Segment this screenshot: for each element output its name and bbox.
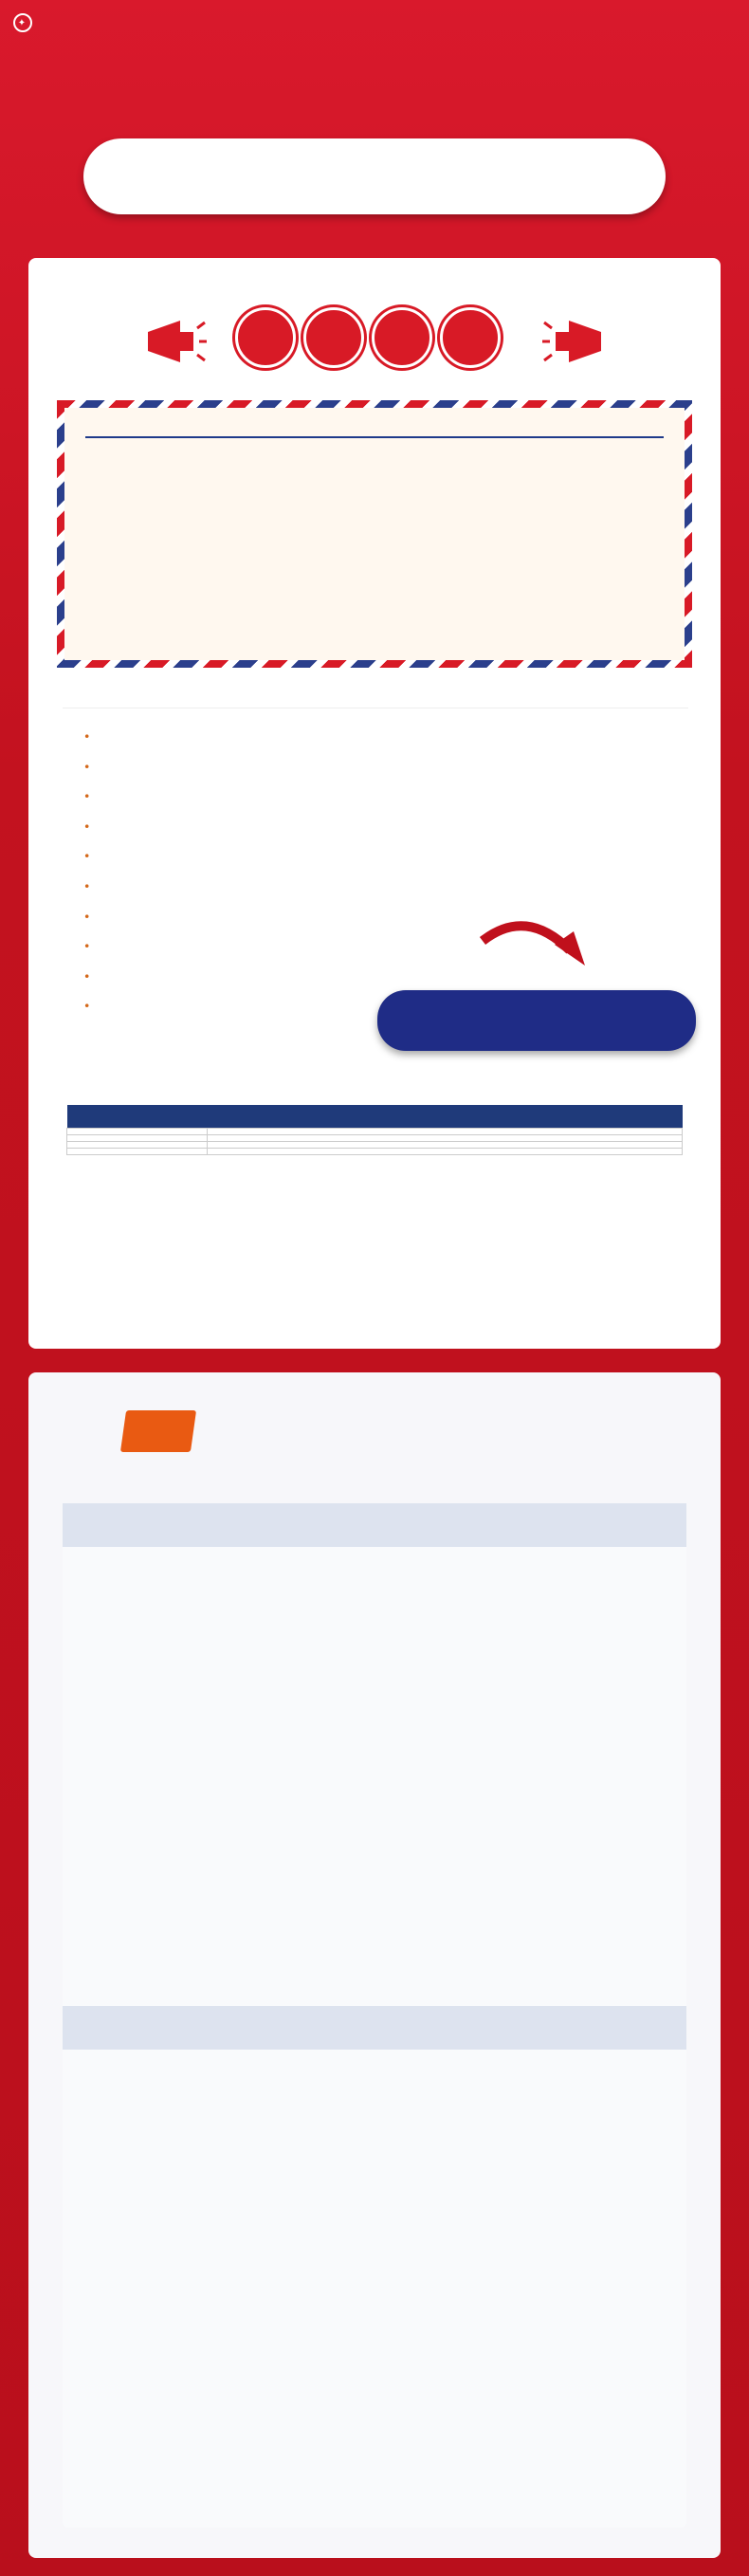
major-cell <box>67 1141 208 1148</box>
notice-banner <box>28 298 721 393</box>
syllabus-table <box>66 1105 683 1155</box>
syllabus-item[interactable] <box>83 931 688 962</box>
notice-char <box>440 307 501 368</box>
major-cell <box>67 1134 208 1141</box>
notice-card <box>28 258 721 1349</box>
syllabus-item[interactable] <box>83 812 688 842</box>
syllabus-header <box>63 687 688 708</box>
news-header <box>123 1410 207 1452</box>
syllabus-item[interactable] <box>83 841 688 872</box>
announcement-envelope <box>57 400 692 668</box>
table-row <box>67 1134 683 1141</box>
table-header <box>208 1105 683 1128</box>
megaphone-icon <box>142 315 209 368</box>
table-row <box>67 1128 683 1134</box>
question-bar <box>63 1503 686 1547</box>
megaphone-icon <box>540 315 607 368</box>
news-tag <box>120 1410 196 1452</box>
publisher-logo <box>13 13 38 32</box>
syllabus-item[interactable] <box>83 902 688 932</box>
news-card <box>28 1372 721 2558</box>
syllabus-list <box>83 722 688 1021</box>
syllabus-item[interactable] <box>83 872 688 902</box>
major-cell <box>67 1148 208 1154</box>
notice-char <box>303 307 364 368</box>
logo-icon: ✦ <box>13 13 32 32</box>
major-cell <box>67 1128 208 1134</box>
curved-arrow-icon <box>479 912 593 984</box>
table-header <box>67 1105 208 1128</box>
notice-title <box>235 307 501 368</box>
syllabus-item[interactable] <box>83 782 688 812</box>
announcement-title <box>85 425 664 438</box>
syllabus-item[interactable] <box>83 962 688 992</box>
table-row <box>67 1148 683 1154</box>
news-panel <box>63 1503 686 2528</box>
table-row <box>67 1141 683 1148</box>
free-claim-button[interactable] <box>377 990 696 1051</box>
notice-char <box>372 307 432 368</box>
syllabus-item[interactable] <box>83 722 688 752</box>
syllabus-item[interactable] <box>83 752 688 782</box>
notice-char <box>235 307 296 368</box>
exam-time-bar <box>63 2006 686 2050</box>
slogan-banner <box>83 138 666 214</box>
